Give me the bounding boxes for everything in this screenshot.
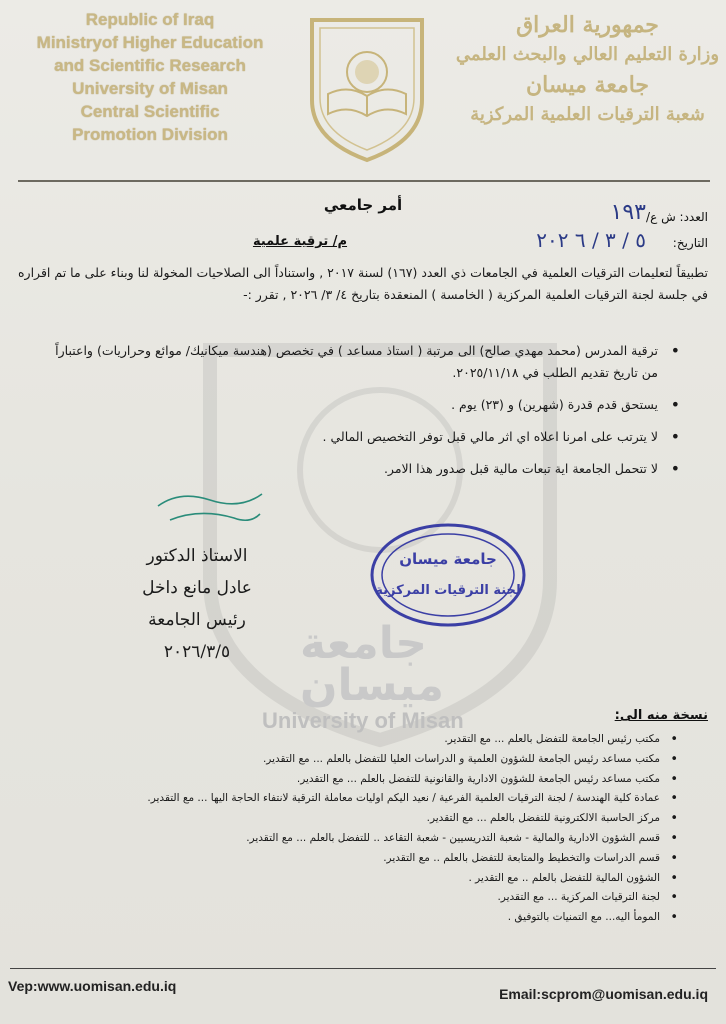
university-logo-icon [306, 14, 428, 164]
signature-block [112, 540, 282, 668]
header-en-line: University of Misan [72, 79, 228, 98]
date-value: ٥ / ٣ / ٦ ٢٠٢ [536, 228, 646, 252]
signature-date: ٢٠٢٦/٣/٥ [163, 642, 231, 662]
signatory-title: الاستاذ الدكتور [146, 546, 248, 566]
copy-item: • المومأ اليه... مع التمنيات بالتوفيق . [60, 908, 680, 928]
handwritten-signature [150, 486, 270, 536]
header-ar-line: وزارة التعليم العالي والبحث العلمي [455, 44, 720, 65]
footer-email[interactable]: Email:scprom@uomisan.edu.iq [499, 986, 708, 1002]
copy-item: • مكتب مساعد رئيس الجامعة للشؤون العلمية و الدراسات العليا للتفضل بالعلم ... مع التقدير. [60, 750, 680, 770]
decisions-list [40, 340, 680, 490]
subject-line: م/ ترقية علمية [252, 234, 348, 249]
header-en-line: Ministryof Higher Education [36, 33, 264, 52]
copy-item: • الشؤون المالية للتفضل بالعلم .. مع التقدير . [60, 869, 680, 889]
date-label: التاريخ: [672, 236, 708, 250]
copy-item: • قسم الدراسات والتخطيط والمتابعة للتفضل بالعلم .. مع التقدير. [60, 849, 680, 869]
copy-item: • مكتب رئيس الجامعة للتفضل بالعلم ... مع التقدير. [60, 730, 680, 750]
copies-title: نسخة منه الى: [614, 708, 708, 723]
header-en-line: Republic of Iraq [85, 10, 215, 29]
header-en-line: Promotion Division [72, 125, 228, 144]
watermark-english: University of Misan [262, 708, 464, 733]
stamp-line1: جامعة ميسان [399, 550, 497, 568]
document-title: أمر جامعي [323, 196, 403, 214]
footer-divider [10, 968, 716, 969]
header-arabic [455, 10, 720, 130]
copy-item: • مركز الحاسبة الالكترونية للتفضل بالعلم ... مع التقدير. [60, 809, 680, 829]
copy-item: • لجنة الترقيات المركزية ... مع التقدير. [60, 888, 680, 908]
copy-item: • قسم الشؤون الادارية والمالية - شعبة التدريسيين - شعبة التقاعد .. للتفضل بالعلم ... مع التقدير. [60, 829, 680, 849]
copies-list [60, 730, 680, 928]
signatory-name: عادل مانع داخل [142, 578, 252, 598]
header-en-line: Central Scientific [80, 102, 220, 121]
stamp-line2: لجنة الترقيات المركزية [375, 583, 521, 598]
number-label: العدد: ش ع/ [646, 210, 708, 224]
copy-item: • مكتب مساعد رئيس الجامعة للشؤون الادارية والقانونية للتفضل بالعلم ... مع التقدير. [60, 770, 680, 790]
watermark-arabic-line1: جامعة [300, 618, 427, 669]
signatory-position: رئيس الجامعة [148, 610, 246, 630]
header-ar-line: شعبة الترقيات العلمية المركزية [470, 104, 705, 125]
header-ar-line: جامعة ميسان [525, 72, 650, 98]
footer-website[interactable]: Vep:www.uomisan.edu.iq [8, 978, 177, 994]
number-value: ١٩٣ [610, 200, 646, 225]
committee-stamp [368, 520, 528, 630]
intro-paragraph: تطبيقاً لتعليمات الترقيات العلمية في الجامعات ذي العدد (١٦٧) لسنة ٢٠١٧ , واستناداً الى الصلاحيات المخولة لنا وبناء على ما تم اقراره في جلسة لجنة الترقيات العلمية المركزية ( الخامسة ) المنعقدة بتاريخ ٤/ ٣/ ٢٠٢٦ , تقرر :- [18, 265, 708, 302]
decision-item: • ترقية المدرس (محمد مهدي صالح) الى مرتبة ( استاذ مساعد ) في تخصص (هندسة ميكانيك/ موائع وحراريات) واعتباراً من تاريخ تقديم الطلب في ٢٠٢٥/١١/١٨. [40, 340, 680, 384]
decision-item: • لا تتحمل الجامعة اية تبعات مالية قبل صدور هذا الامر. [40, 458, 680, 480]
header-ar-line: جمهورية العراق [516, 12, 659, 38]
decision-item: • لا يترتب على امرنا اعلاه اي اثر مالي قبل توفر التخصيص المالي . [40, 426, 680, 448]
copy-item: • عمادة كلية الهندسة / لجنة الترقيات العلمية الفرعية / نعيد اليكم اوليات معاملة الترقية لانتفاء الحاجة اليها ... مع التقدير. [60, 789, 680, 809]
header-divider [18, 180, 710, 182]
header-english [10, 8, 290, 146]
decision-item: • يستحق قدم قدرة (شهرين) و (٢٣) يوم . [40, 394, 680, 416]
header-en-line: and Scientific Research [54, 56, 246, 75]
watermark-arabic-line2: ميسان [300, 660, 445, 711]
